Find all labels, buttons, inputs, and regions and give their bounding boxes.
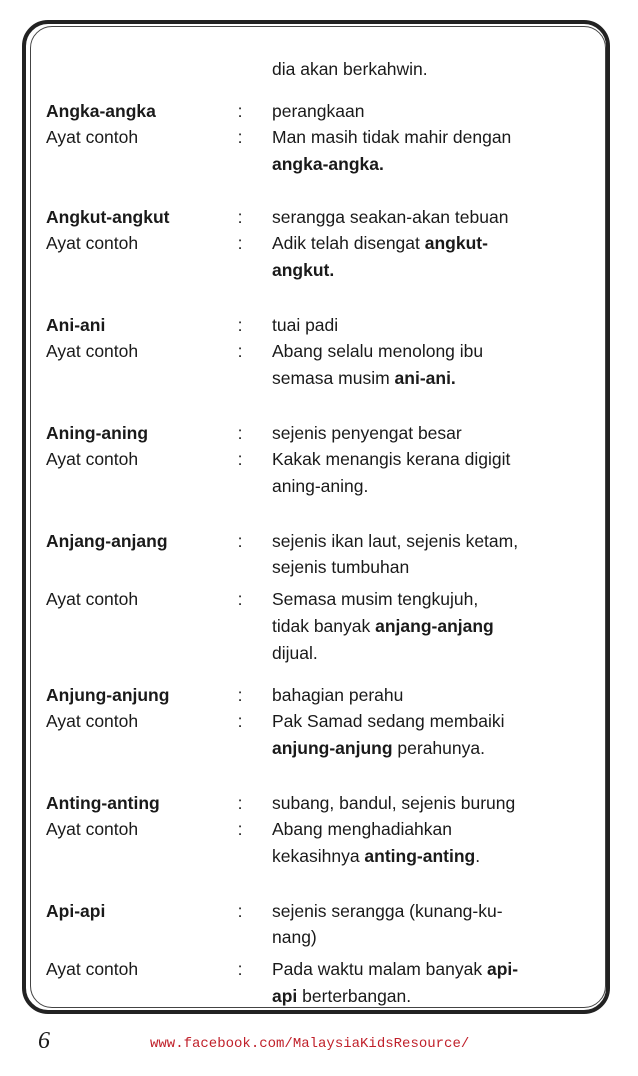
example-keyword: angkut. xyxy=(272,260,335,280)
definition-colon: : xyxy=(237,793,243,813)
example-colon: : xyxy=(237,959,243,979)
example-sentence-line xyxy=(272,710,504,732)
example-sentence-line xyxy=(272,588,478,610)
example-text: Abang selalu menolong ibu xyxy=(272,341,484,361)
example-text: . xyxy=(475,846,481,866)
example-colon: : xyxy=(237,233,243,253)
entry-term: Angka-angka xyxy=(46,101,156,121)
example-sentence-line xyxy=(272,340,483,362)
example-text: tidak banyak xyxy=(272,616,376,636)
definition-colon: : xyxy=(237,101,243,121)
example-keyword: api- xyxy=(486,959,519,979)
example-sentence-line xyxy=(272,642,318,664)
entry-definition: tuai padi xyxy=(272,315,339,335)
example-label: Ayat contoh xyxy=(46,711,139,731)
entry-term: Api-api xyxy=(46,901,106,921)
definition-colon: : xyxy=(237,423,243,443)
example-text: Adik telah disengat xyxy=(272,233,425,253)
example-text: Pada waktu malam banyak xyxy=(272,959,487,979)
entry-definition: nang) xyxy=(272,927,317,947)
example-label: Ayat contoh xyxy=(46,819,139,839)
example-colon: : xyxy=(237,449,243,469)
definition-colon: : xyxy=(237,685,243,705)
definition-colon: : xyxy=(237,315,243,335)
entry-definition: sejenis penyengat besar xyxy=(272,423,462,443)
example-label: Ayat contoh xyxy=(46,127,139,147)
example-text: Abang menghadiahkan xyxy=(272,819,453,839)
entry-definition: bahagian perahu xyxy=(272,685,404,705)
example-text: dijual. xyxy=(272,643,318,663)
example-colon: : xyxy=(237,589,243,609)
example-label: Ayat contoh xyxy=(46,959,139,979)
continued-example-line: dia akan berkahwin. xyxy=(272,59,428,79)
example-sentence-line xyxy=(272,153,384,175)
entry-term: Ani-ani xyxy=(46,315,106,335)
example-keyword: anjung-anjung xyxy=(272,738,393,758)
example-text: perahunya. xyxy=(392,738,485,758)
entry-term: Anjang-anjang xyxy=(46,531,168,551)
example-label: Ayat contoh xyxy=(46,589,139,609)
example-text: Pak Samad sedang membaiki xyxy=(272,711,505,731)
example-colon: : xyxy=(237,711,243,731)
example-text: Semasa musim tengkujuh, xyxy=(272,589,479,609)
example-keyword: angka-angka. xyxy=(272,154,384,174)
example-text: semasa musim xyxy=(272,368,395,388)
page-number: 6 xyxy=(38,1028,50,1054)
entry-definition: sejenis serangga (kunang-ku- xyxy=(272,901,503,921)
example-sentence-line xyxy=(272,958,518,980)
example-label: Ayat contoh xyxy=(46,341,139,361)
example-text: kekasihnya xyxy=(272,846,365,866)
example-keyword: anjang-anjang xyxy=(375,616,494,636)
definition-colon: : xyxy=(237,207,243,227)
example-label: Ayat contoh xyxy=(46,233,139,253)
entry-term: Angkut-angkut xyxy=(46,207,170,227)
entry-definition: sejenis ikan laut, sejenis ketam, xyxy=(272,531,519,551)
example-keyword: ani-ani. xyxy=(394,368,456,388)
example-text: aning-aning. xyxy=(272,476,369,496)
example-sentence-line xyxy=(272,845,480,867)
entry-definition: serangga seakan-akan tebuan xyxy=(272,207,509,227)
example-sentence-line xyxy=(272,259,334,281)
example-text: berterbangan. xyxy=(297,986,412,1006)
entry-definition: subang, bandul, sejenis burung xyxy=(272,793,516,813)
example-sentence-line xyxy=(272,232,488,254)
example-sentence-line xyxy=(272,615,494,637)
example-label: Ayat contoh xyxy=(46,449,139,469)
entry-term: Anting-anting xyxy=(46,793,160,813)
example-sentence-line xyxy=(272,737,485,759)
example-sentence-line xyxy=(272,126,511,148)
entry-term: Anjung-anjung xyxy=(46,685,170,705)
example-colon: : xyxy=(237,341,243,361)
example-sentence-line xyxy=(272,475,368,497)
example-keyword: angkut- xyxy=(424,233,488,253)
example-text: Man masih tidak mahir dengan xyxy=(272,127,512,147)
example-colon: : xyxy=(237,819,243,839)
example-colon: : xyxy=(237,127,243,147)
example-sentence-line xyxy=(272,448,510,470)
example-sentence-line xyxy=(272,818,452,840)
entry-definition: sejenis tumbuhan xyxy=(272,557,410,577)
definition-colon: : xyxy=(237,531,243,551)
example-keyword: anting-anting xyxy=(364,846,476,866)
entry-term: Aning-aning xyxy=(46,423,149,443)
definition-colon: : xyxy=(237,901,243,921)
example-text: Kakak menangis kerana digigit xyxy=(272,449,511,469)
entry-definition: perangkaan xyxy=(272,101,365,121)
example-sentence-line xyxy=(272,367,456,389)
example-sentence-line xyxy=(272,985,411,1007)
footer-url: www.facebook.com/MalaysiaKidsResource/ xyxy=(150,1036,470,1052)
example-keyword: api xyxy=(272,986,298,1006)
